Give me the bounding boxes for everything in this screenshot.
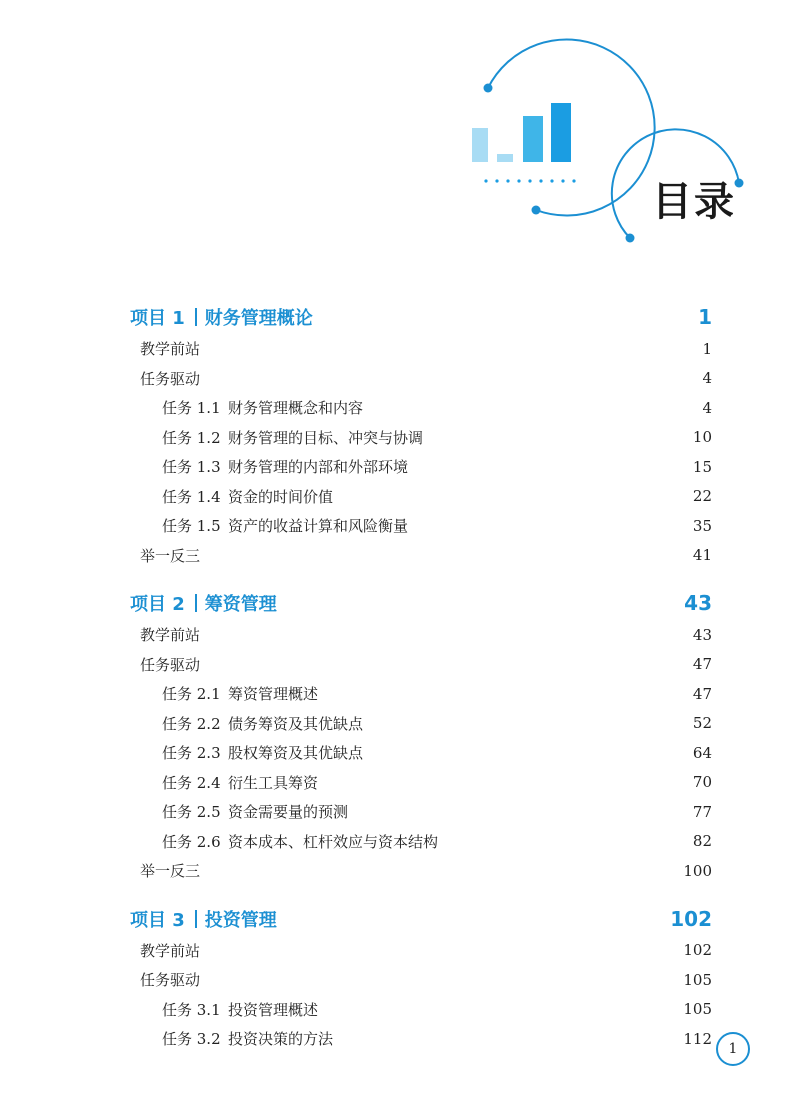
entry-page: 102 <box>683 941 712 960</box>
toc-entry[interactable] <box>130 965 712 995</box>
entry-label: 任务驱动 <box>140 369 201 388</box>
project-page: 43 <box>684 591 712 615</box>
entry-page: 4 <box>702 398 712 417</box>
arc-dot <box>484 84 493 93</box>
entry-page: 112 <box>683 1029 712 1048</box>
task-entry[interactable] <box>130 1024 712 1054</box>
section-gap <box>130 886 712 902</box>
entry-page: 4 <box>702 369 712 388</box>
entry-label: 筹资管理概述 <box>228 685 319 704</box>
entry-page: 22 <box>692 487 712 506</box>
entry-label: 财务管理概念和内容 <box>228 399 364 418</box>
entry-label: 任务驱动 <box>140 971 201 990</box>
task-entry[interactable] <box>130 482 712 512</box>
project-page: 1 <box>698 305 712 329</box>
project-title: 投资管理 <box>204 909 277 931</box>
task-number: 任务 1.1 <box>162 399 221 418</box>
toc-entry[interactable] <box>130 541 712 571</box>
entry-page: 52 <box>692 714 712 733</box>
task-entry[interactable] <box>130 511 712 541</box>
task-number: 任务 3.1 <box>162 1000 221 1019</box>
entry-page: 35 <box>692 516 712 535</box>
project-divider <box>195 308 197 326</box>
project-divider <box>195 594 197 612</box>
entry-label: 举一反三 <box>140 862 201 881</box>
bar-icon-bar <box>472 128 488 162</box>
circle-arc-left <box>488 40 655 216</box>
toc-entry[interactable] <box>130 650 712 680</box>
task-entry[interactable] <box>130 827 712 857</box>
toc-section <box>130 586 712 886</box>
task-entry[interactable] <box>130 709 712 739</box>
task-entry[interactable] <box>130 679 712 709</box>
entry-label: 财务管理的内部和外部环境 <box>228 458 409 477</box>
entry-page: 47 <box>692 684 712 703</box>
task-number: 任务 1.3 <box>162 458 221 477</box>
task-number: 任务 1.5 <box>162 517 221 536</box>
project-label: 项目 1 <box>130 308 185 329</box>
project-heading[interactable] <box>130 586 712 620</box>
project-page: 102 <box>670 906 712 931</box>
entry-page: 10 <box>692 428 712 447</box>
project-title: 筹资管理 <box>204 594 277 615</box>
task-number: 任务 2.2 <box>162 714 221 733</box>
task-entry[interactable] <box>130 995 712 1025</box>
task-entry[interactable] <box>130 738 712 768</box>
task-number: 任务 1.4 <box>162 487 221 506</box>
entry-page: 41 <box>692 546 712 565</box>
task-number: 任务 2.4 <box>162 773 221 792</box>
toc-entry[interactable] <box>130 334 712 364</box>
entry-page: 77 <box>692 802 712 821</box>
entry-label: 投资管理概述 <box>228 1000 319 1019</box>
entry-label: 股权筹资及其优缺点 <box>228 744 364 763</box>
task-number: 任务 3.2 <box>162 1030 221 1049</box>
task-number: 任务 2.3 <box>162 744 221 763</box>
entry-page: 15 <box>692 457 712 476</box>
task-entry[interactable] <box>130 452 712 482</box>
dotted-line <box>484 179 575 182</box>
toc-title: 目录 <box>652 179 736 225</box>
task-entry[interactable] <box>130 797 712 827</box>
entry-label: 教学前站 <box>140 941 201 960</box>
toc-entry[interactable] <box>130 856 712 886</box>
project-label: 项目 2 <box>130 594 185 615</box>
task-number: 任务 1.2 <box>162 428 221 447</box>
entry-label: 举一反三 <box>140 546 201 565</box>
task-number: 任务 2.6 <box>162 832 221 851</box>
toc-section <box>130 902 712 1054</box>
entry-page: 47 <box>692 655 712 674</box>
bar-icon-bar <box>497 154 513 162</box>
project-label: 项目 3 <box>130 909 185 931</box>
entry-page: 82 <box>692 832 712 851</box>
task-entry[interactable] <box>130 393 712 423</box>
entry-label: 任务驱动 <box>140 655 201 674</box>
entry-label: 教学前站 <box>140 626 201 645</box>
page-number: 1 <box>716 1032 750 1066</box>
task-entry[interactable] <box>130 423 712 453</box>
entry-label: 教学前站 <box>140 340 201 359</box>
entry-label: 资本成本、杠杆效应与资本结构 <box>228 832 439 851</box>
project-heading[interactable] <box>130 902 712 936</box>
section-gap <box>130 570 712 586</box>
entry-label: 资金的时间价值 <box>228 487 334 506</box>
entry-page: 70 <box>692 773 712 792</box>
entry-label: 衍生工具筹资 <box>228 773 319 792</box>
entry-label: 资产的收益计算和风险衡量 <box>228 517 409 536</box>
project-heading[interactable] <box>130 300 712 334</box>
entry-page: 105 <box>683 1000 712 1019</box>
entry-page: 1 <box>702 339 712 358</box>
bar-icon-bar <box>551 103 571 162</box>
header-decoration <box>0 0 800 280</box>
task-entry[interactable] <box>130 768 712 798</box>
toc-entry[interactable] <box>130 364 712 394</box>
toc-section <box>130 300 712 570</box>
entry-page: 64 <box>692 743 712 762</box>
task-number: 任务 2.5 <box>162 803 221 822</box>
entry-label: 资金需要量的预测 <box>228 803 349 822</box>
task-number: 任务 2.1 <box>162 685 221 704</box>
bar-icon-bar <box>523 116 543 162</box>
entry-label: 债务筹资及其优缺点 <box>228 714 364 733</box>
toc-entry[interactable] <box>130 620 712 650</box>
project-divider <box>195 910 197 928</box>
arc-dot <box>532 206 541 215</box>
entry-page: 43 <box>692 625 712 644</box>
project-title: 财务管理概论 <box>204 308 313 329</box>
toc-entry[interactable] <box>130 936 712 966</box>
entry-page: 100 <box>683 861 712 880</box>
arc-dot <box>626 234 635 243</box>
entry-label: 投资决策的方法 <box>228 1030 334 1049</box>
entry-page: 105 <box>683 970 712 989</box>
entry-label: 财务管理的目标、冲突与协调 <box>228 428 424 447</box>
table-of-contents <box>130 300 712 1054</box>
